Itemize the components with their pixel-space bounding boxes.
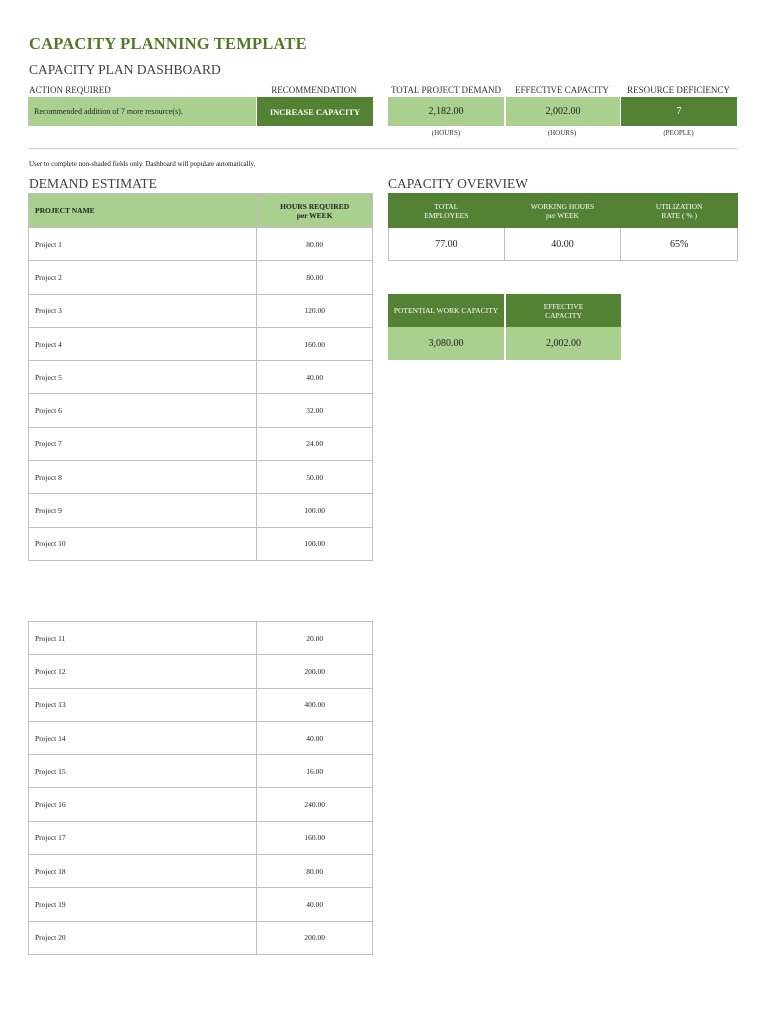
hours-cell[interactable]: 20.00 bbox=[257, 622, 373, 655]
unit-hours-capacity: (HOURS) bbox=[547, 129, 577, 137]
hours-cell[interactable]: 24.00 bbox=[257, 427, 373, 460]
table-row bbox=[29, 261, 373, 294]
potential-capacity-label: POTENTIAL WORK CAPACITY bbox=[388, 294, 504, 327]
project-name-cell[interactable]: Project 19 bbox=[29, 888, 257, 921]
hours-cell[interactable]: 40.00 bbox=[257, 888, 373, 921]
effective-capacity-value: 2,002.00 bbox=[505, 97, 620, 126]
hours-cell[interactable]: 100.00 bbox=[257, 494, 373, 527]
project-name-cell[interactable]: Project 6 bbox=[29, 394, 257, 427]
hours-cell[interactable]: 400.00 bbox=[257, 688, 373, 721]
hours-cell[interactable]: 240.00 bbox=[257, 788, 373, 821]
dashboard-heading: CAPACITY PLAN DASHBOARD bbox=[29, 62, 221, 77]
table-row bbox=[29, 394, 373, 427]
hours-cell[interactable]: 100.00 bbox=[257, 527, 373, 560]
table-row bbox=[29, 361, 373, 394]
project-name-cell[interactable]: Project 15 bbox=[29, 755, 257, 788]
col-working-hours bbox=[504, 194, 621, 228]
project-name-cell[interactable]: Project 9 bbox=[29, 494, 257, 527]
table-row bbox=[29, 494, 373, 527]
project-name-cell[interactable]: Project 7 bbox=[29, 427, 257, 460]
hours-cell[interactable]: 80.00 bbox=[257, 261, 373, 294]
divider bbox=[29, 148, 737, 149]
action-required-label: ACTION REQUIRED bbox=[29, 85, 111, 95]
project-name-cell[interactable]: Project 18 bbox=[29, 855, 257, 888]
recommendation-value: INCREASE CAPACITY bbox=[257, 97, 373, 126]
project-name-cell[interactable]: Project 17 bbox=[29, 821, 257, 854]
hours-cell[interactable]: 80.00 bbox=[257, 855, 373, 888]
page-title: CAPACITY PLANNING TEMPLATE bbox=[29, 34, 307, 53]
table-row bbox=[29, 921, 373, 954]
col-utilization-line2: RATE ( % ) bbox=[661, 210, 697, 220]
hours-cell[interactable]: 32.00 bbox=[257, 394, 373, 427]
col-utilization-line1: UTILIZATION bbox=[655, 201, 703, 211]
table-row bbox=[29, 622, 373, 655]
unit-people: (PEOPLE) bbox=[663, 129, 694, 137]
hours-cell[interactable]: 200.00 bbox=[257, 921, 373, 954]
unit-hours-demand: (HOURS) bbox=[431, 129, 461, 137]
table-row bbox=[29, 427, 373, 460]
effective-capacity-header-line2: CAPACITY bbox=[545, 310, 582, 320]
demand-table-continued bbox=[28, 621, 373, 955]
col-utilization bbox=[621, 194, 738, 228]
instruction-note: User to complete non-shaded fields only. Dashboard will populate automatically. bbox=[29, 160, 256, 168]
overview-heading: CAPACITY OVERVIEW bbox=[388, 176, 529, 191]
effective-capacity-label: EFFECTIVE CAPACITY bbox=[515, 85, 609, 95]
resource-deficiency-value: 7 bbox=[621, 97, 737, 126]
table-row bbox=[29, 228, 373, 261]
table-row bbox=[29, 327, 373, 360]
utilization-cell[interactable]: 65% bbox=[621, 228, 738, 261]
resource-deficiency-label: RESOURCE DEFICIENCY bbox=[627, 85, 730, 95]
table-row bbox=[29, 721, 373, 754]
table-row bbox=[29, 655, 373, 688]
table-row bbox=[29, 821, 373, 854]
table-row bbox=[29, 855, 373, 888]
table-row bbox=[29, 688, 373, 721]
col-hours-line2: per WEEK bbox=[296, 210, 333, 220]
total-employees-cell[interactable]: 77.00 bbox=[389, 228, 505, 261]
col-hours-line1: HOURS REQUIRED bbox=[280, 201, 350, 211]
hours-cell[interactable]: 16.00 bbox=[257, 755, 373, 788]
total-demand-label: TOTAL PROJECT DEMAND bbox=[390, 85, 502, 95]
hours-cell[interactable]: 200.00 bbox=[257, 655, 373, 688]
col-working-hours-line2: per WEEK bbox=[545, 210, 579, 220]
hours-cell[interactable]: 120.00 bbox=[257, 294, 373, 327]
hours-cell[interactable]: 80.00 bbox=[257, 228, 373, 261]
table-row bbox=[29, 527, 373, 560]
col-total-employees-line1: TOTAL bbox=[434, 201, 459, 211]
action-required-value: Recommended addition of 7 more resource(s). bbox=[28, 97, 256, 126]
project-name-cell[interactable]: Project 5 bbox=[29, 361, 257, 394]
col-total-employees bbox=[389, 194, 505, 228]
hours-cell[interactable]: 40.00 bbox=[257, 721, 373, 754]
project-name-cell[interactable]: Project 13 bbox=[29, 688, 257, 721]
project-name-cell[interactable]: Project 16 bbox=[29, 788, 257, 821]
hours-cell[interactable]: 160.00 bbox=[257, 821, 373, 854]
working-hours-cell[interactable]: 40.00 bbox=[504, 228, 621, 261]
hours-cell[interactable]: 50.00 bbox=[257, 461, 373, 494]
project-name-cell[interactable]: Project 3 bbox=[29, 294, 257, 327]
demand-table bbox=[28, 193, 373, 561]
project-name-cell[interactable]: Project 20 bbox=[29, 921, 257, 954]
hours-cell[interactable]: 160.00 bbox=[257, 327, 373, 360]
table-row bbox=[29, 888, 373, 921]
project-name-cell[interactable]: Project 12 bbox=[29, 655, 257, 688]
project-name-cell[interactable]: Project 4 bbox=[29, 327, 257, 360]
potential-capacity-value: 3,080.00 bbox=[388, 327, 504, 360]
table-row bbox=[29, 755, 373, 788]
hours-cell[interactable]: 40.00 bbox=[257, 361, 373, 394]
table-row bbox=[29, 461, 373, 494]
demand-heading: DEMAND ESTIMATE bbox=[29, 176, 157, 191]
col-working-hours-line1: WORKING HOURS bbox=[530, 201, 595, 211]
project-name-cell[interactable]: Project 8 bbox=[29, 461, 257, 494]
col-project-name: PROJECT NAME bbox=[29, 194, 257, 228]
project-name-cell[interactable]: Project 2 bbox=[29, 261, 257, 294]
recommendation-label: RECOMMENDATION bbox=[271, 85, 357, 95]
total-demand-value: 2,182.00 bbox=[388, 97, 504, 126]
project-name-cell[interactable]: Project 1 bbox=[29, 228, 257, 261]
capacity-overview-table bbox=[388, 193, 738, 261]
effective-capacity-overview-value: 2,002.00 bbox=[505, 327, 621, 360]
table-row bbox=[29, 294, 373, 327]
project-name-cell[interactable]: Project 10 bbox=[29, 527, 257, 560]
col-hours-required bbox=[257, 194, 373, 228]
effective-capacity-header bbox=[505, 294, 621, 327]
effective-capacity-header-line1: EFFECTIVE bbox=[543, 301, 584, 311]
project-name-cell[interactable]: Project 11 bbox=[29, 622, 257, 655]
table-row bbox=[29, 788, 373, 821]
project-name-cell[interactable]: Project 14 bbox=[29, 721, 257, 754]
col-total-employees-line2: EMPLOYEES bbox=[424, 210, 469, 220]
